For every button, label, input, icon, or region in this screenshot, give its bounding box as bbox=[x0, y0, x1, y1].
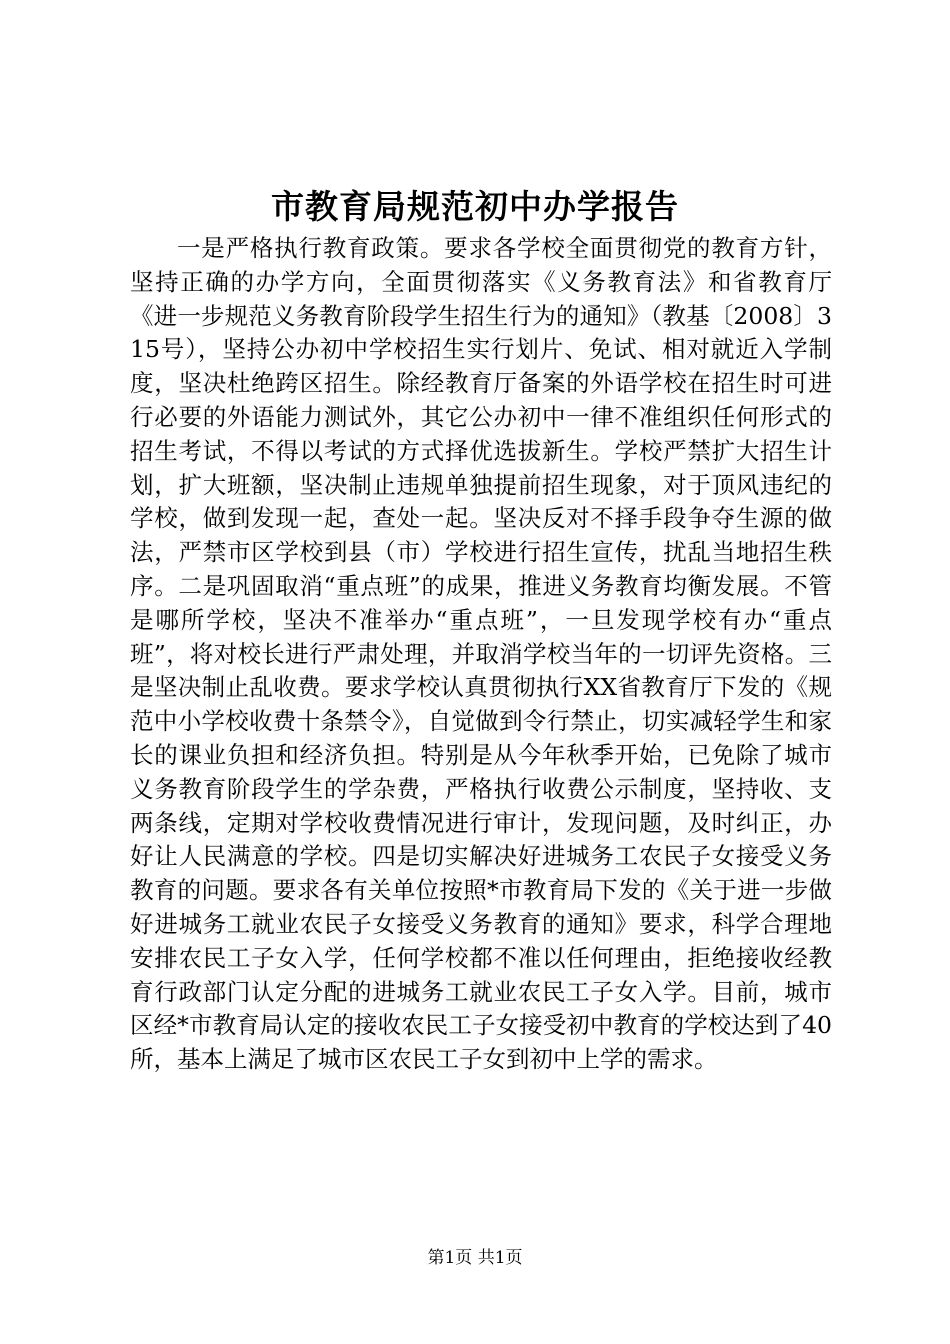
page-number-footer: 第1页 共1页 bbox=[427, 1248, 523, 1268]
document-title: 市教育局规范初中办学报告 bbox=[271, 187, 679, 226]
document-body-paragraph: 一是严格执行教育政策。要求各学校全面贯彻党的教育方针，坚持正确的办学方向，全面贯彻落实《义务教育法》和省教育厅《进一步规范义务教育阶段学生招生行为的通知》（教基〔2008〕315号），坚持公办初中学校招生实行划片、免试、相对就近入学制度，坚决杜绝跨区招生。除经教育厅备案的外语学校在招生时可进行必要的外语能力测试外，其它公办初中一律不准组织任何形式的招生考试，不得以考试的方式择优选拔新生。学校严禁扩大招生计划，扩大班额，坚决制止违规单独提前招生现象，对于顶风违纪的学校，做到发现一起，查处一起。坚决反对不择手段争夺生源的做法，严禁市区学校到县（市）学校进行招生宣传，扰乱当地招生秩序。二是巩固取消“重点班”的成果，推进义务教育均衡发展。不管是哪所学校，坚决不准举办“重点班”，一旦发现学校有办“重点班”，将对校长进行严肃处理，并取消学校当年的一切评先资格。三是坚决制止乱收费。要求学校认真贯彻执行XX省教育厅下发的《规范中小学校收费十条禁令》，自觉做到令行禁止，切实减轻学生和家长的课业负担和经济负担。特别是从今年秋季开始，已免除了城市义务教育阶段学生的学杂费，严格执行收费公示制度，坚持收、支两条线，定期对学校收费情况进行审计，发现问题，及时纠正，办好让人民满意的学校。四是切实解决好进城务工农民子女接受义务教育的问题。要求各有关单位按照*市教育局下发的《关于进一步做好进城务工就业农民子女接受义务教育的通知》要求，科学合理地安排农民工子女入学，任何学校都不准以任何理由，拒绝接收经教育行政部门认定分配的进城务工就业农民工子女入学。目前，城市区经*市教育局认定的接收农民工子女接受初中教育的学校达到了40所，基本上满足了城市区农民工子女到初中上学的需求。 bbox=[130, 234, 832, 1074]
